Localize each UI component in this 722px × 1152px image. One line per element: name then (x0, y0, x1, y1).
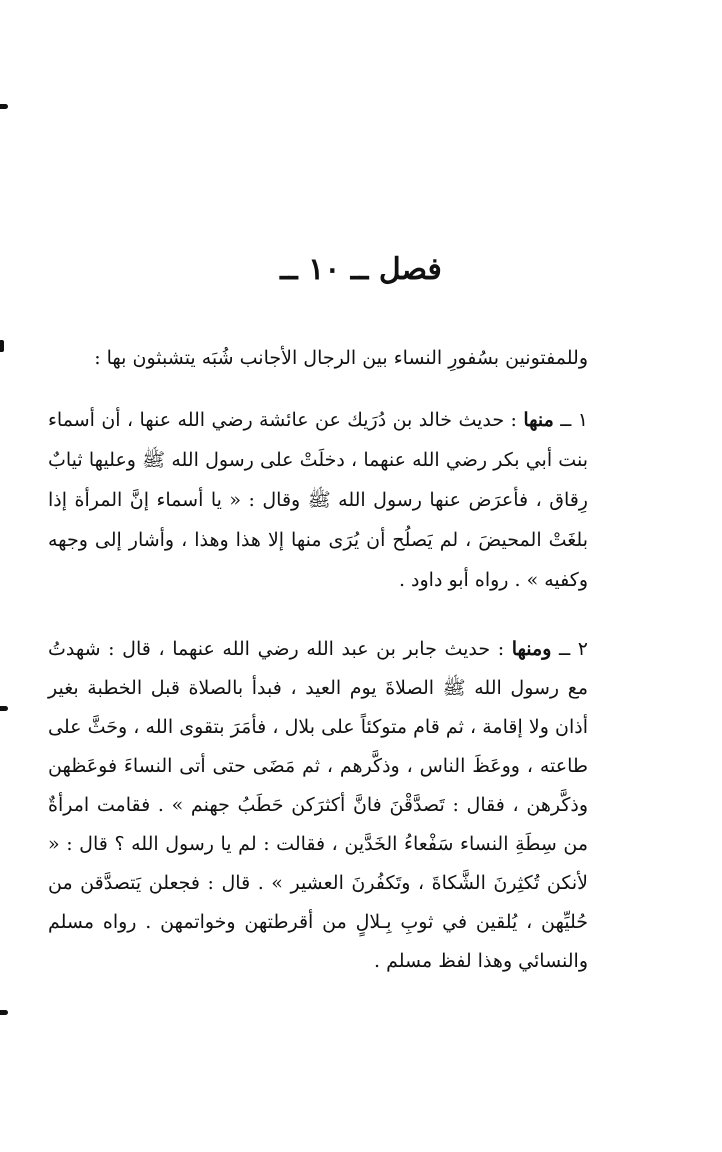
paragraph-text: : حديث جابر بن عبد الله رضي الله عنهما ، قال : شهدتُ مع رسول الله ﷺ الصلاةَ يوم العيد ، فبدأ بالصلاة قبل الخطبة بغير أذان ولا إقامة ، ثم قام متوكئاً على بلال ، فأمَرَ بتقوى الله ، وحَثَّ على طاعته ، ووعَظَ الناس ، وذكَّرهم ، ثم مَضَى حتى أتى النساءَ فوعَظهن وذكَّرهن ، فقال : تَصدَّقْنَ فانَّ أكثرَكن حَطَبُ جهنم » . فقامت امرأةٌ من سِطَةِ النساء سَفْعاءُ الخَدَّين ، فقالت : لم يا رسول الله ؟ قال : « لأنكن تُكثِرنَ الشَّكاةَ ، وتَكفُرنَ العشير » . قال : فجعلن يَتصدَّقن من حُليِّهن ، يُلقين في ثوبِ بِـلالٍ من أقرطتهن وخواتمهن . رواه مسلم والنسائي وهذا لفظ مسلم . (48, 638, 588, 972)
page-edge-mark (0, 1010, 8, 1015)
page-edge-mark (0, 340, 4, 352)
page-edge-mark (0, 104, 8, 109)
paragraph-1 (48, 400, 588, 600)
paragraph-2 (48, 630, 588, 981)
section-heading: فصل ــ ١٠ ــ (280, 252, 442, 287)
paragraph-lead: ومنها (511, 638, 552, 660)
paragraph-number: ١ ــ (560, 409, 588, 431)
intro-paragraph (48, 340, 588, 376)
paragraph-text: : حديث خالد بن دُرَيك عن عائشة رضي الله عنها ، أن أسماء بنت أبي بكر رضي الله عنهما ، دخلَتْ على رسول الله ﷺ وعليها ثيابٌ رِقاق ، فأعرَض عنها رسول الله ﷺ وقال : « يا أسماء إنَّ المرأة إذا بلغَتْ المحيضَ ، لم يَصلُح أن يُرَى منها إلا هذا وهذا ، وأشار إلى وجهه وكفيه » . رواه أبو داود . (48, 409, 588, 591)
paragraph-number: ٢ ــ (559, 638, 588, 660)
paragraph-lead: منها (523, 409, 554, 431)
page-edge-mark (0, 706, 8, 711)
intro-text: وللمفتونين بسُفورِ النساء بين الرجال الأجانب شُبَه يتشبثون بها : (94, 347, 588, 369)
